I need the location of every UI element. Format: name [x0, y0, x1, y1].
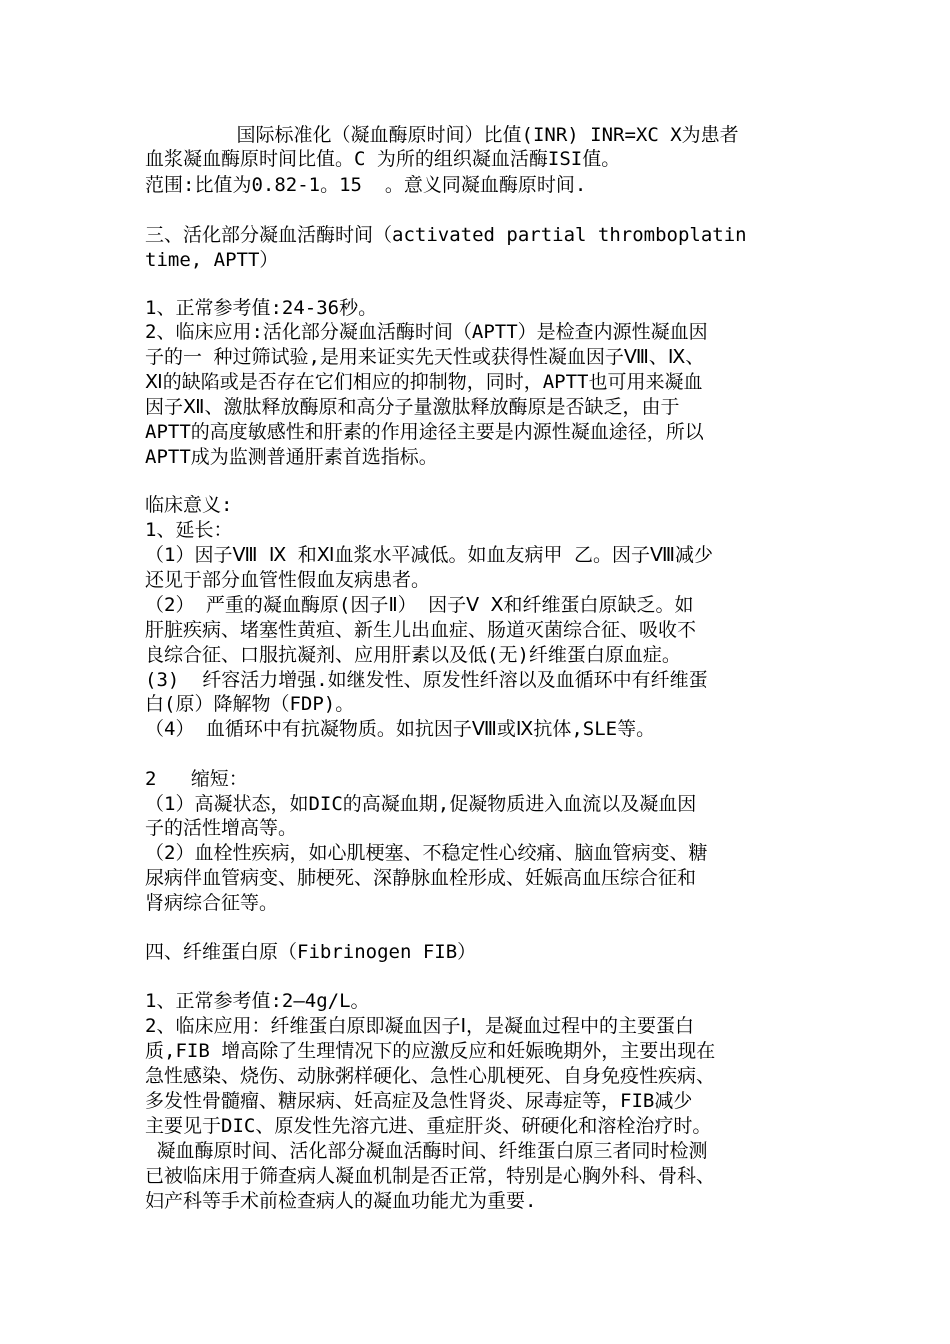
- text-line: 子的活性增高等。: [145, 817, 298, 839]
- text-line: （2）血栓性疾病，如心肌梗塞、不稳定性心绞痛、脑血管病变、糖: [145, 842, 708, 864]
- text-line: 白(原）降解物（FDP)。: [145, 693, 355, 715]
- text-line: 质,FIB 增高除了生理情况下的应激反应和妊娠晚期外，主要出现在: [145, 1040, 716, 1062]
- section-heading-aptt: 三、活化部分凝血活酶时间（activated partial thromboplatin: [145, 224, 747, 246]
- text-line: (3) 纤容活力增强.如继发性、原发性纤溶以及血循环中有纤维蛋: [145, 669, 708, 691]
- text-line: （1）因子Ⅷ Ⅸ 和Ⅺ血浆水平减低。如血友病甲 乙。因子Ⅷ减少: [145, 544, 713, 566]
- text-line: 国际标准化（凝血酶原时间）比值(INR) INR=XC X为患者: [145, 124, 739, 146]
- text-line: 已被临床用于筛查病人凝血机制是否正常，特别是心胸外科、骨科、: [145, 1165, 716, 1187]
- text-line: 1、延长：: [145, 519, 233, 541]
- text-line: 还见于部分血管性假血友病患者。: [145, 569, 431, 591]
- text-line: 良综合征、口服抗凝剂、应用肝素以及低(无)纤维蛋白原血症。: [145, 644, 681, 666]
- text-line: 妇产科等手术前检查病人的凝血功能尤为重要.: [145, 1190, 537, 1212]
- text-line: 子的一 种过筛试验,是用来证实先天性或获得性凝血因子Ⅷ、Ⅸ、: [145, 346, 705, 368]
- text-line: 尿病伴血管病变、肺梗死、深静脉血栓形成、妊娠高血压综合征和: [145, 867, 697, 889]
- text-line: 凝血酶原时间、活化部分凝血活酶时间、纤维蛋白原三者同时检测: [145, 1140, 708, 1162]
- text-line: APTT的高度敏感性和肝素的作用途径主要是内源性凝血途径，所以: [145, 421, 704, 443]
- text-line: 血浆凝血酶原时间比值。C 为所的组织凝血活酶ISI值。: [145, 148, 621, 170]
- text-line: 因子Ⅻ、激肽释放酶原和高分子量激肽释放酶原是否缺乏，由于: [145, 396, 680, 418]
- text-line: 急性感染、烧伤、动脉粥样硬化、急性心肌梗死、自身免疫性疾病、: [145, 1065, 716, 1087]
- text-line: 临床意义:: [145, 494, 233, 516]
- text-line: 肝脏疾病、堵塞性黄疸、新生儿出血症、肠道灭菌综合征、吸收不: [145, 619, 697, 641]
- text-line: 2、临床应用:活化部分凝血活酶时间（APTT）是检查内源性凝血因: [145, 321, 708, 343]
- text-line: （4） 血循环中有抗凝物质。如抗因子Ⅷ或Ⅸ抗体,SLE等。: [145, 718, 656, 740]
- text-line: 1、正常参考值:24-36秒。: [145, 297, 378, 319]
- text-line: 主要见于DIC、原发性先溶亢进、重症肝炎、硏硬化和溶栓治疗时。: [145, 1115, 712, 1137]
- text-line: Ⅺ的缺陷或是否存在它们相应的抑制物，同时，APTT也可用来凝血: [145, 371, 703, 393]
- section-heading-aptt-cont: time, APTT）: [145, 249, 279, 271]
- text-line: 1、正常参考值:2—4g/L。: [145, 990, 370, 1012]
- text-line: 肾病综合征等。: [145, 892, 279, 914]
- text-line: 多发性骨髓瘤、糖尿病、妊高症及急性肾炎、尿毒症等，FIB减少: [145, 1090, 693, 1112]
- text-line: APTT成为监测普通肝素首选指标。: [145, 446, 438, 468]
- section-heading-fib: 四、纤维蛋白原（Fibrinogen FIB）: [145, 941, 477, 963]
- text-line: （1）高凝状态，如DIC的高凝血期,促凝物质进入血流以及凝血因: [145, 793, 697, 815]
- text-line: 范围:比值为0.82-1。15 。意义同凝血酶原时间.: [145, 174, 587, 196]
- text-line: 2、临床应用：纤维蛋白原即凝血因子Ⅰ，是凝血过程中的主要蛋白: [145, 1015, 695, 1037]
- text-line: 2 缩短：: [145, 768, 248, 790]
- text-line: （2） 严重的凝血酶原(因子Ⅱ） 因子Ⅴ Ⅹ和纤维蛋白原缺乏。如: [145, 594, 694, 616]
